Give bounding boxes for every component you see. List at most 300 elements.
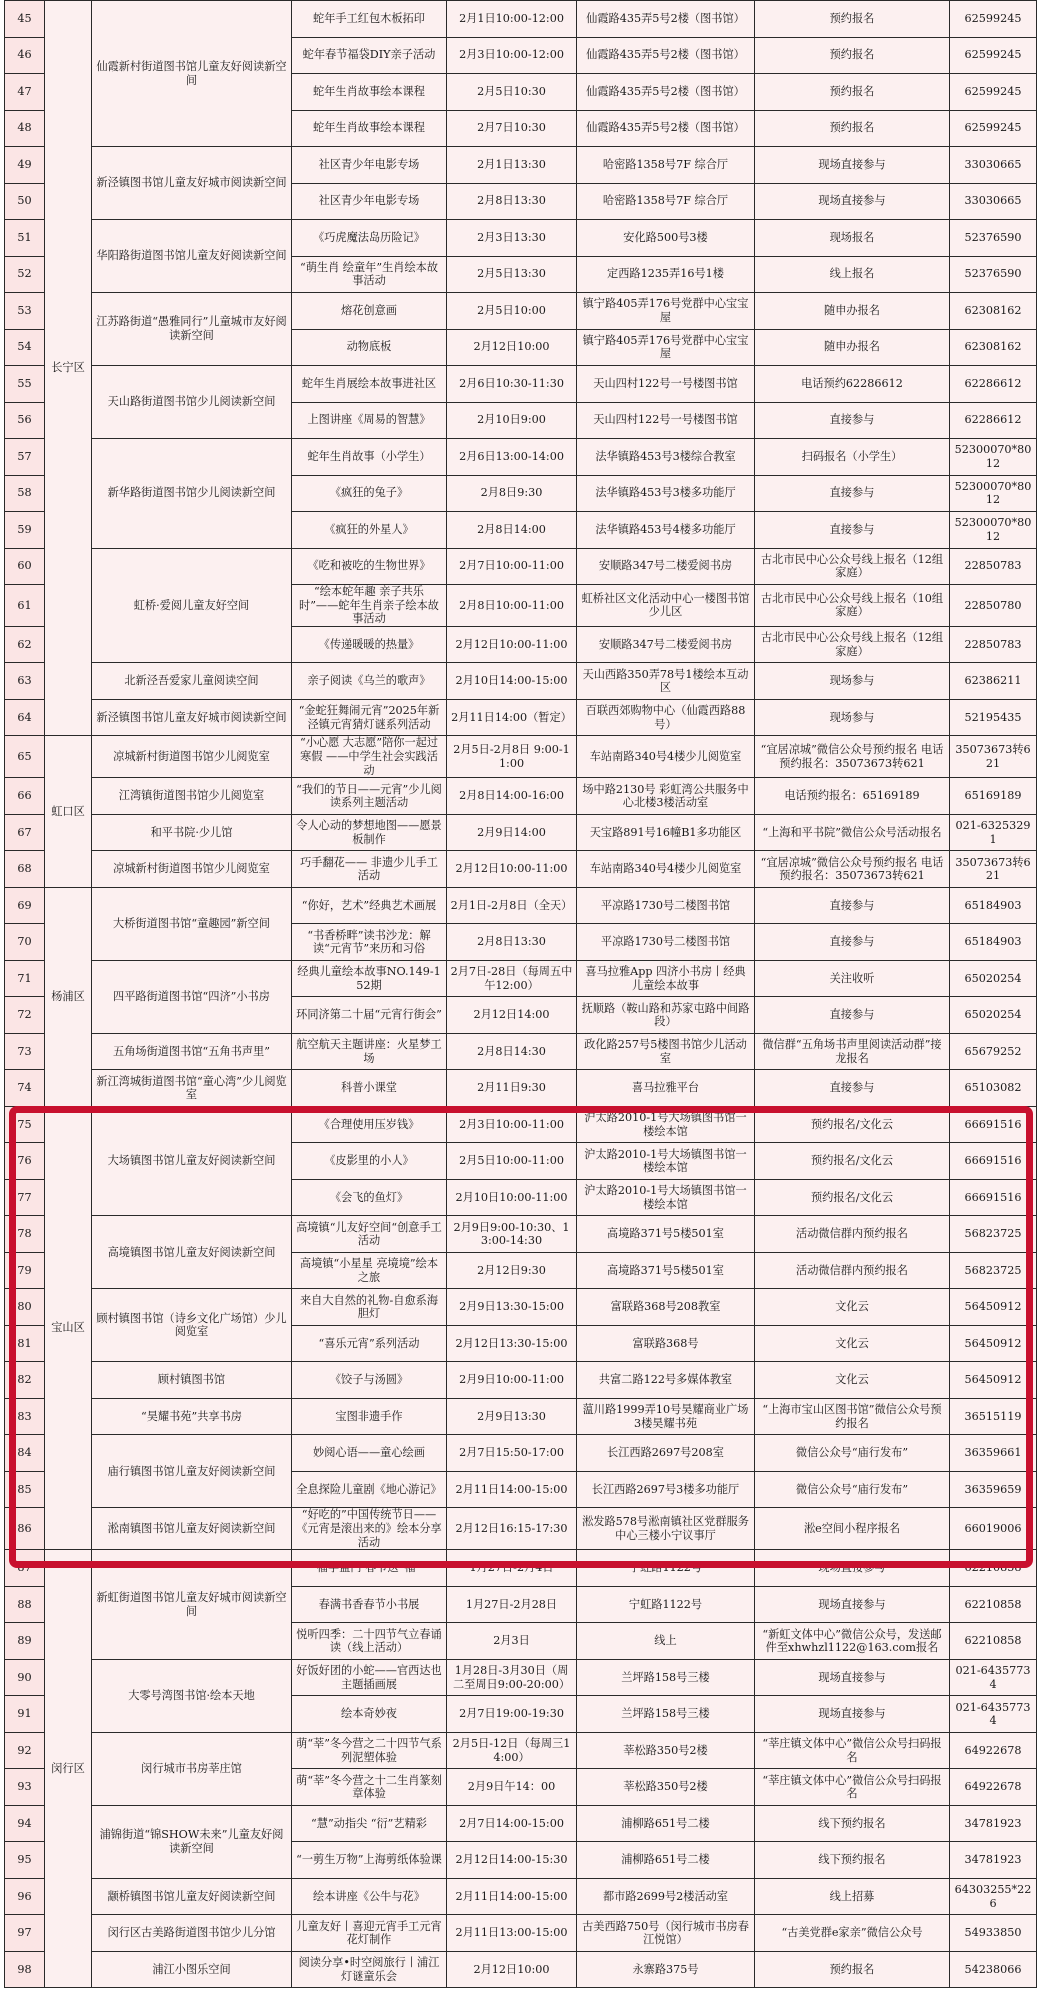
cell-phone: 35073673转621 — [950, 736, 1037, 778]
cell-place: 兰坪路158号三楼 — [577, 1696, 755, 1733]
cell-place: 浦柳路651号二楼 — [577, 1805, 755, 1842]
cell-method: 预约报名 — [755, 110, 950, 147]
cell-method: 古北市民中心公众号线上报名（10组家庭） — [755, 585, 950, 627]
cell-activity: “小心愿 大志愿”陪你一起过寒假 ——中学生社会实践活动 — [292, 736, 447, 778]
cell-activity: 蛇年生肖展绘本故事进社区 — [292, 366, 447, 403]
cell-time: 2月10日9:00 — [447, 402, 577, 439]
cell-venue: 新华路街道图书馆少儿阅读新空间 — [92, 439, 292, 549]
cell-venue: 新泾镇图书馆儿童友好城市阅读新空间 — [92, 147, 292, 220]
cell-phone: 35073673转621 — [950, 851, 1037, 888]
cell-phone: 65184903 — [950, 887, 1037, 924]
cell-activity: 科普小课堂 — [292, 1070, 447, 1107]
cell-time: 1月28日-3月30日（周二至周日9:00-20:00） — [447, 1659, 577, 1696]
cell-no: 65 — [5, 736, 45, 778]
cell-place: 场中路2130号 彩虹湾公共服务中心北楼3楼活动室 — [577, 778, 755, 815]
cell-place: 沪太路2010-1号大场镇图书馆一楼绘本馆 — [577, 1179, 755, 1216]
cell-phone: 65103082 — [950, 1070, 1037, 1107]
cell-venue: 颛桥镇图书馆儿童友好阅读新空间 — [92, 1878, 292, 1915]
table-row — [5, 366, 1037, 403]
table-row — [5, 1216, 1037, 1253]
cell-time: 2月5日10:00 — [447, 293, 577, 330]
cell-venue: 凉城新村街道图书馆少儿阅览室 — [92, 736, 292, 778]
cell-place: 仙霞路435弄5号2楼（图书馆） — [577, 1, 755, 38]
cell-phone: 52376590 — [950, 220, 1037, 257]
cell-time: 1月27日-2月28日 — [447, 1586, 577, 1623]
cell-phone: 62286612 — [950, 366, 1037, 403]
cell-venue: 新江湾城街道图书馆“童心湾”少儿阅览室 — [92, 1070, 292, 1107]
cell-phone: 62210858 — [950, 1586, 1037, 1623]
cell-activity: 好饭好团的小蛇——官西达也主题插画展 — [292, 1659, 447, 1696]
cell-no: 69 — [5, 887, 45, 924]
cell-phone: 65679252 — [950, 1033, 1037, 1070]
cell-no: 78 — [5, 1216, 45, 1253]
cell-no: 96 — [5, 1878, 45, 1915]
cell-time: 2月5日10:30 — [447, 74, 577, 111]
cell-time: 2月3日13:30 — [447, 220, 577, 257]
cell-activity: 阅读分享•时空阅旅行丨浦江灯谜童乐会 — [292, 1951, 447, 1988]
cell-phone: 62308162 — [950, 329, 1037, 366]
cell-place: 长江西路2697号3楼多功能厅 — [577, 1471, 755, 1508]
cell-time: 2月11日13:00-15:00 — [447, 1915, 577, 1952]
cell-activity: 儿童友好丨喜迎元宵手工元宵花灯制作 — [292, 1915, 447, 1952]
cell-method: “上海市宝山区图书馆”微信公众号预约报名 — [755, 1398, 950, 1435]
cell-time: 2月12日9:30 — [447, 1252, 577, 1289]
cell-time: 2月3日 — [447, 1623, 577, 1660]
cell-method: 预约报名/文化云 — [755, 1179, 950, 1216]
cell-venue: 大桥街道图书馆“童趣园”新空间 — [92, 887, 292, 960]
cell-activity: “好吃的”中国传统节日——《元宵是滚出来的》绘本分享活动 — [292, 1508, 447, 1550]
table-row — [5, 814, 1037, 851]
cell-no: 82 — [5, 1362, 45, 1399]
cell-phone: 66691516 — [950, 1179, 1037, 1216]
cell-no: 53 — [5, 293, 45, 330]
cell-activity: 令人心动的梦想地图——愿景板制作 — [292, 814, 447, 851]
cell-no: 98 — [5, 1951, 45, 1988]
cell-place: 仙霞路435弄5号2楼（图书馆） — [577, 37, 755, 74]
cell-method: 微信群“五角场书声里阅读活动群”接龙报名 — [755, 1033, 950, 1070]
cell-phone: 56450912 — [950, 1289, 1037, 1326]
cell-method: 古北市民中心公众号线上报名（12组家庭） — [755, 548, 950, 585]
cell-venue: 新虹街道图书馆儿童友好城市阅读新空间 — [92, 1550, 292, 1660]
cell-no: 48 — [5, 110, 45, 147]
cell-venue: 五角场街道图书馆“五角书声里” — [92, 1033, 292, 1070]
activity-schedule-table — [4, 0, 1037, 1988]
cell-method: “上海和平书院”微信公众号活动报名 — [755, 814, 950, 851]
table-row — [5, 736, 1037, 778]
cell-method: 微信公众号“庙行发布” — [755, 1435, 950, 1472]
cell-place: 仙霞路435弄5号2楼（图书馆） — [577, 110, 755, 147]
cell-phone: 33030665 — [950, 147, 1037, 184]
cell-time: 2月12日16:15-17:30 — [447, 1508, 577, 1550]
cell-phone: 52195435 — [950, 699, 1037, 736]
cell-activity: 悦听四季：二十四节气立春诵读（线上活动） — [292, 1623, 447, 1660]
cell-venue: 和平书院·少儿馆 — [92, 814, 292, 851]
cell-venue: 新泾镇图书馆儿童友好城市阅读新空间 — [92, 699, 292, 736]
cell-no: 54 — [5, 329, 45, 366]
cell-time: 2月5日-12日（每周三14:00） — [447, 1732, 577, 1769]
cell-method: “宜居凉城”微信公众号预约报名 电话预约报名：35073673转621 — [755, 851, 950, 888]
table-row — [5, 1289, 1037, 1326]
cell-place: 天山四村122号一号楼图书馆 — [577, 402, 755, 439]
cell-no: 45 — [5, 1, 45, 38]
cell-place: 抚顺路（鞍山路和苏家屯路中间路段） — [577, 997, 755, 1034]
table-row — [5, 220, 1037, 257]
cell-phone: 36515119 — [950, 1398, 1037, 1435]
cell-place: 天宝路891号16幢B1多功能区 — [577, 814, 755, 851]
cell-method: 直接参与 — [755, 924, 950, 961]
cell-phone: 65020254 — [950, 960, 1037, 997]
cell-time: 2月7日-28日（每周五中午12:00） — [447, 960, 577, 997]
cell-activity: “书香桥畔”读书沙龙：解读“元宵节”来历和习俗 — [292, 924, 447, 961]
cell-time: 2月8日14:00 — [447, 512, 577, 549]
cell-activity: “金蛇狂舞闹元宵”2025年新泾镇元宵猜灯谜系列活动 — [292, 699, 447, 736]
cell-method: 预约报名 — [755, 37, 950, 74]
cell-place: 共富二路122号多媒体教室 — [577, 1362, 755, 1399]
cell-phone: 62599245 — [950, 1, 1037, 38]
cell-activity: “萌生肖 绘童年”生肖绘本故事活动 — [292, 256, 447, 293]
cell-no: 74 — [5, 1070, 45, 1107]
cell-activity: 高境镇“儿友好空间“创意手工活动 — [292, 1216, 447, 1253]
cell-time: 2月7日14:00-15:00 — [447, 1805, 577, 1842]
cell-time: 2月10日10:00-11:00 — [447, 1179, 577, 1216]
cell-method: 线下预约报名 — [755, 1805, 950, 1842]
cell-no: 61 — [5, 585, 45, 627]
cell-phone: 021-63253291 — [950, 814, 1037, 851]
cell-time: 2月12日10:00-11:00 — [447, 851, 577, 888]
table-row — [5, 1, 1037, 38]
cell-activity: “慧”动指尖 “衍”艺精彩 — [292, 1805, 447, 1842]
cell-phone: 22850780 — [950, 585, 1037, 627]
cell-place: 高境路371号5楼501室 — [577, 1252, 755, 1289]
cell-place: 哈密路1358号7F 综合厅 — [577, 183, 755, 220]
cell-venue: 浦江小图乐空间 — [92, 1951, 292, 1988]
cell-time: 2月9日9:00-10:30、13:00-14:30 — [447, 1216, 577, 1253]
table-row — [5, 960, 1037, 997]
cell-no: 92 — [5, 1732, 45, 1769]
cell-place: 长江西路2697号208室 — [577, 1435, 755, 1472]
cell-place: 镇宁路405弄176号党群中心宝宝屋 — [577, 293, 755, 330]
cell-method: 扫码报名（小学生） — [755, 439, 950, 476]
cell-time: 2月7日19:00-19:30 — [447, 1696, 577, 1733]
cell-no: 64 — [5, 699, 45, 736]
cell-no: 81 — [5, 1325, 45, 1362]
cell-method: 直接参与 — [755, 475, 950, 512]
cell-no: 57 — [5, 439, 45, 476]
cell-activity: 蛇年生肖故事（小学生） — [292, 439, 447, 476]
table-body — [5, 1, 1037, 1988]
cell-venue: 大场镇图书馆儿童友好阅读新空间 — [92, 1106, 292, 1216]
cell-method: 现场直接参与 — [755, 183, 950, 220]
cell-place: 沪太路2010-1号大场镇图书馆一楼绘本馆 — [577, 1106, 755, 1143]
cell-activity: 蛇年手工红包木板拓印 — [292, 1, 447, 38]
cell-method: 预约报名/文化云 — [755, 1106, 950, 1143]
cell-place: 哈密路1358号7F 综合厅 — [577, 147, 755, 184]
table-row — [5, 778, 1037, 815]
cell-venue: 浦锦街道“锦SHOW未来”儿童友好阅读新空间 — [92, 1805, 292, 1878]
cell-activity: 巧手翻花—— 非遗少儿手工活动 — [292, 851, 447, 888]
cell-no: 47 — [5, 74, 45, 111]
cell-phone: 62386211 — [950, 663, 1037, 700]
cell-time: 2月7日15:50-17:00 — [447, 1435, 577, 1472]
cell-no: 50 — [5, 183, 45, 220]
cell-place: 喜马拉雅平台 — [577, 1070, 755, 1107]
cell-phone: 54933850 — [950, 1915, 1037, 1952]
cell-activity: 经典儿童绘本故事NO.149-152期 — [292, 960, 447, 997]
cell-time: 2月6日13:00-14:00 — [447, 439, 577, 476]
cell-activity: 福字盈门 春节送“福” — [292, 1550, 447, 1587]
cell-activity: 《疯狂的外星人》 — [292, 512, 447, 549]
cell-phone: 64922678 — [950, 1732, 1037, 1769]
cell-time: 2月11日9:30 — [447, 1070, 577, 1107]
cell-place: 宁虹路1122号 — [577, 1550, 755, 1587]
table-row — [5, 1732, 1037, 1769]
cell-no: 73 — [5, 1033, 45, 1070]
cell-time: 2月3日10:00-11:00 — [447, 1106, 577, 1143]
cell-method: 现场直接参与 — [755, 1696, 950, 1733]
cell-phone: 56450912 — [950, 1362, 1037, 1399]
table-row — [5, 887, 1037, 924]
cell-time: 2月9日13:30 — [447, 1398, 577, 1435]
cell-activity: 《传递暖暖的热量》 — [292, 626, 447, 663]
cell-method: 古北市民中心公众号线上报名（12组家庭） — [755, 626, 950, 663]
cell-method: “莘庄镇文体中心”微信公众号扫码报名 — [755, 1732, 950, 1769]
cell-place: 平凉路1730号二楼图书馆 — [577, 924, 755, 961]
cell-no: 87 — [5, 1550, 45, 1587]
cell-place: 莘松路350号2楼 — [577, 1769, 755, 1806]
cell-method: 随申办报名 — [755, 293, 950, 330]
cell-place: 天山西路350弄78号1楼绘本互动区 — [577, 663, 755, 700]
cell-phone: 62599245 — [950, 110, 1037, 147]
cell-activity: 社区青少年电影专场 — [292, 147, 447, 184]
cell-place: 定西路1235弄16号1楼 — [577, 256, 755, 293]
cell-place: 百联西郊购物中心（仙霞西路88号） — [577, 699, 755, 736]
cell-activity: 全息探险儿童剧《地心游记》 — [292, 1471, 447, 1508]
cell-time: 2月1日-2月8日（全天） — [447, 887, 577, 924]
cell-method: 现场直接参与 — [755, 1586, 950, 1623]
cell-time: 2月12日10:00-11:00 — [447, 626, 577, 663]
cell-venue: 大零号湾图书馆·绘本天地 — [92, 1659, 292, 1732]
cell-no: 71 — [5, 960, 45, 997]
cell-place: 都市路2699号2楼活动室 — [577, 1878, 755, 1915]
cell-activity: 上图讲座《周易的智慧》 — [292, 402, 447, 439]
table-row — [5, 663, 1037, 700]
cell-method: 电话预约报名：65169189 — [755, 778, 950, 815]
cell-phone: 66019006 — [950, 1508, 1037, 1550]
cell-venue: 江苏路街道“愚雅同行”儿童城市友好阅读新空间 — [92, 293, 292, 366]
cell-method: 直接参与 — [755, 997, 950, 1034]
cell-no: 60 — [5, 548, 45, 585]
cell-place: 永寨路375号 — [577, 1951, 755, 1988]
cell-no: 97 — [5, 1915, 45, 1952]
cell-phone: 62210858 — [950, 1623, 1037, 1660]
cell-place: 浦柳路651号二楼 — [577, 1842, 755, 1879]
cell-place: 线上 — [577, 1623, 755, 1660]
cell-phone: 54238066 — [950, 1951, 1037, 1988]
cell-district: 闵行区 — [45, 1550, 92, 1988]
cell-activity: 蛇年生肖故事绘本课程 — [292, 74, 447, 111]
cell-method: 线上报名 — [755, 256, 950, 293]
table-row — [5, 1033, 1037, 1070]
cell-place: 安顺路347号二楼爱阅书房 — [577, 626, 755, 663]
cell-phone: 52300070*8012 — [950, 439, 1037, 476]
cell-method: 文化云 — [755, 1362, 950, 1399]
cell-venue: 闵行区古美路街道图书馆少儿分馆 — [92, 1915, 292, 1952]
cell-no: 56 — [5, 402, 45, 439]
cell-venue: “昊耀书苑”共享书房 — [92, 1398, 292, 1435]
cell-phone: 62599245 — [950, 37, 1037, 74]
cell-no: 90 — [5, 1659, 45, 1696]
table-row — [5, 1878, 1037, 1915]
cell-time: 2月10日14:00-15:00 — [447, 663, 577, 700]
cell-phone: 52376590 — [950, 256, 1037, 293]
cell-method: 现场直接参与 — [755, 147, 950, 184]
cell-no: 59 — [5, 512, 45, 549]
cell-place: 莘松路350号2楼 — [577, 1732, 755, 1769]
cell-method: 现场直接参与 — [755, 1550, 950, 1587]
table-row — [5, 1106, 1037, 1143]
cell-place: 古美西路750号（闵行城市书房春江悦馆） — [577, 1915, 755, 1952]
table-row — [5, 1951, 1037, 1988]
table-row — [5, 147, 1037, 184]
cell-activity: 蛇年春节福袋DIY亲子活动 — [292, 37, 447, 74]
cell-district: 杨浦区 — [45, 887, 92, 1106]
cell-no: 84 — [5, 1435, 45, 1472]
cell-time: 2月5日13:30 — [447, 256, 577, 293]
cell-no: 58 — [5, 475, 45, 512]
cell-phone: 64303255*226 — [950, 1878, 1037, 1915]
cell-method: 现场参与 — [755, 663, 950, 700]
cell-place: 虹桥社区文化活动中心一楼图书馆少儿区 — [577, 585, 755, 627]
cell-venue: 江湾镇街道图书馆少儿阅览室 — [92, 778, 292, 815]
cell-method: 预约报名/文化云 — [755, 1143, 950, 1180]
cell-phone: 56823725 — [950, 1216, 1037, 1253]
cell-method: 预约报名 — [755, 1, 950, 38]
cell-venue: 四平路街道图书馆“四济”小书房 — [92, 960, 292, 1033]
cell-no: 63 — [5, 663, 45, 700]
cell-district: 长宁区 — [45, 1, 92, 736]
cell-activity: 航空航天主题讲座：火星梦工场 — [292, 1033, 447, 1070]
cell-method: 活动微信群内预约报名 — [755, 1216, 950, 1253]
cell-no: 89 — [5, 1623, 45, 1660]
cell-time: 2月11日14:00（暂定） — [447, 699, 577, 736]
table-row — [5, 1070, 1037, 1107]
cell-place: 车站南路340号4楼少儿阅览室 — [577, 851, 755, 888]
cell-method: 活动微信群内预约报名 — [755, 1252, 950, 1289]
table-row — [5, 548, 1037, 585]
cell-place: 平凉路1730号二楼图书馆 — [577, 887, 755, 924]
cell-no: 70 — [5, 924, 45, 961]
cell-method: 关注收听 — [755, 960, 950, 997]
cell-place: 沪太路2010-1号大场镇图书馆一楼绘本馆 — [577, 1143, 755, 1180]
cell-place: 富联路368号208教室 — [577, 1289, 755, 1326]
cell-time: 2月9日午14：00 — [447, 1769, 577, 1806]
cell-time: 2月8日9:30 — [447, 475, 577, 512]
table-row — [5, 1362, 1037, 1399]
cell-phone: 65020254 — [950, 997, 1037, 1034]
cell-time: 2月6日10:30-11:30 — [447, 366, 577, 403]
cell-phone: 66691516 — [950, 1106, 1037, 1143]
cell-method: “莘庄镇文体中心”微信公众号扫码报名 — [755, 1769, 950, 1806]
cell-phone: 56450912 — [950, 1325, 1037, 1362]
cell-place: 仙霞路435弄5号2楼（图书馆） — [577, 74, 755, 111]
cell-phone: 66691516 — [950, 1143, 1037, 1180]
cell-activity: 蛇年生肖故事绘本课程 — [292, 110, 447, 147]
cell-activity: 《会飞的鱼灯》 — [292, 1179, 447, 1216]
cell-time: 2月8日14:00-16:00 — [447, 778, 577, 815]
cell-no: 49 — [5, 147, 45, 184]
cell-time: 2月7日10:30 — [447, 110, 577, 147]
cell-time: 2月5日-2月8日 9:00-11:00 — [447, 736, 577, 778]
cell-activity: “一剪生万物”上海剪纸体验课 — [292, 1842, 447, 1879]
cell-activity: 社区青少年电影专场 — [292, 183, 447, 220]
cell-place: 法华镇路453号4楼多功能厅 — [577, 512, 755, 549]
cell-method: 现场报名 — [755, 220, 950, 257]
cell-time: 2月8日10:00-11:00 — [447, 585, 577, 627]
cell-phone: 64922678 — [950, 1769, 1037, 1806]
cell-no: 67 — [5, 814, 45, 851]
table-row — [5, 1398, 1037, 1435]
cell-no: 83 — [5, 1398, 45, 1435]
cell-no: 86 — [5, 1508, 45, 1550]
cell-time: 2月12日14:00-15:30 — [447, 1842, 577, 1879]
cell-time: 2月1日10:00-12:00 — [447, 1, 577, 38]
cell-method: “宜居凉城”微信公众号预约报名 电话预约报名：35073673转621 — [755, 736, 950, 778]
cell-venue: 虹桥·爱阅儿童友好空间 — [92, 548, 292, 663]
cell-time: 2月12日13:30-15:00 — [447, 1325, 577, 1362]
cell-no: 93 — [5, 1769, 45, 1806]
cell-activity: 来自大自然的礼物-自愈系海胆灯 — [292, 1289, 447, 1326]
cell-time: 2月8日13:30 — [447, 183, 577, 220]
cell-phone: 52300070*8012 — [950, 475, 1037, 512]
cell-method: 淞e空间小程序报名 — [755, 1508, 950, 1550]
cell-place: 喜马拉雅App 四济小书房丨经典儿童绘本故事 — [577, 960, 755, 997]
cell-time: 2月8日14:30 — [447, 1033, 577, 1070]
cell-method: 电话预约62286612 — [755, 366, 950, 403]
table-row — [5, 1915, 1037, 1952]
cell-activity: 萌“莘”冬今营之二十四节气系列泥塑体验 — [292, 1732, 447, 1769]
cell-method: “古美党群e家亲”微信公众号 — [755, 1915, 950, 1952]
cell-time: 2月12日10:00 — [447, 1951, 577, 1988]
cell-phone: 65169189 — [950, 778, 1037, 815]
cell-no: 46 — [5, 37, 45, 74]
cell-time: 2月11日14:00-15:00 — [447, 1878, 577, 1915]
cell-activity: 绘本讲座《公牛与花》 — [292, 1878, 447, 1915]
cell-activity: 《饺子与汤圆》 — [292, 1362, 447, 1399]
cell-phone: 021-64357734 — [950, 1696, 1037, 1733]
cell-place: 车站南路340号4楼少儿阅览室 — [577, 736, 755, 778]
cell-no: 55 — [5, 366, 45, 403]
cell-no: 52 — [5, 256, 45, 293]
cell-time: 2月9日14:00 — [447, 814, 577, 851]
cell-activity: 春满书香春节小书展 — [292, 1586, 447, 1623]
table-row — [5, 699, 1037, 736]
cell-activity: “喜乐元宵”系列活动 — [292, 1325, 447, 1362]
cell-venue: 华阳路街道图书馆儿童友好阅读新空间 — [92, 220, 292, 293]
cell-time: 2月7日10:00-11:00 — [447, 548, 577, 585]
cell-phone: 021-64357734 — [950, 1659, 1037, 1696]
cell-no: 79 — [5, 1252, 45, 1289]
cell-phone: 34781923 — [950, 1805, 1037, 1842]
cell-phone: 34781923 — [950, 1842, 1037, 1879]
table-row — [5, 1435, 1037, 1472]
cell-method: 文化云 — [755, 1325, 950, 1362]
cell-time: 1月27日-2月4日 — [447, 1550, 577, 1587]
cell-phone: 62286612 — [950, 402, 1037, 439]
cell-activity: 《皮影里的小人》 — [292, 1143, 447, 1180]
cell-activity: “我们的节日——元宵”少儿阅读系列主题活动 — [292, 778, 447, 815]
cell-district: 虹口区 — [45, 736, 92, 887]
cell-no: 72 — [5, 997, 45, 1034]
